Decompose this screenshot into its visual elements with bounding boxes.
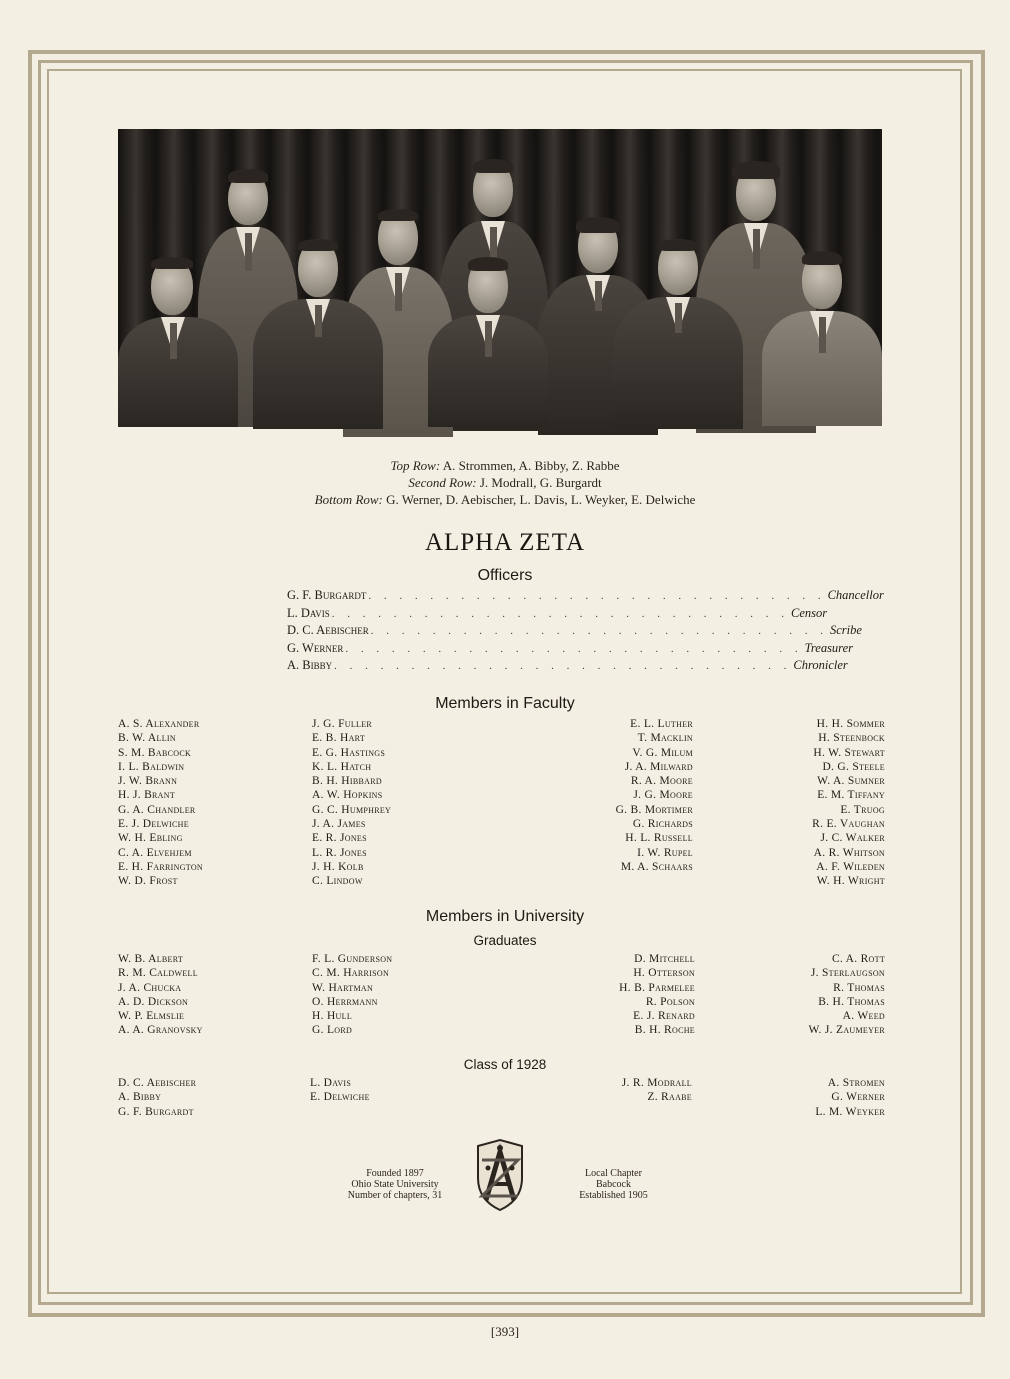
name-entry: A. D. Dickson — [118, 995, 189, 1008]
name-entry: R. M. Caldwell — [118, 967, 198, 980]
class-column-4 — [815, 1076, 885, 1119]
name-entry: J. Sterlaugson — [810, 967, 885, 980]
name-entry: Z. Raabe — [647, 1091, 692, 1104]
officers-heading: Officers — [477, 567, 533, 584]
caption-second-names: J. Modrall, G. Burgardt — [479, 475, 602, 490]
name-entry: A. R. Whitson — [813, 846, 885, 859]
name-entry: H. B. Parmelee — [619, 981, 695, 994]
class-column-3 — [622, 1076, 692, 1105]
name-entry: J. A. Chucka — [118, 981, 182, 994]
officer-name: D. C. Aebischer — [287, 623, 369, 638]
name-entry: G. Werner — [831, 1091, 885, 1104]
name-entry: Ohio State University — [351, 1179, 439, 1190]
name-entry: R. Thomas — [833, 981, 885, 994]
name-entry: H. J. Brant — [118, 789, 176, 802]
name-entry: E. M. Tiffany — [817, 789, 885, 802]
name-entry: E. B. Hart — [312, 732, 366, 745]
caption-bottom-names: G. Werner, D. Aebischer, L. Davis, L. Weyker, E. Delwiche — [386, 492, 696, 507]
faculty-column-2 — [312, 717, 391, 889]
name-entry: E. L. Luther — [630, 718, 693, 730]
name-entry: J. C. Walker — [820, 832, 885, 845]
officer-title: Censor — [791, 605, 828, 620]
name-entry: E. Delwiche — [310, 1091, 370, 1104]
name-entry: J. H. Kolb — [312, 860, 364, 873]
name-entry: R. A. Moore — [630, 775, 693, 788]
name-entry: L. R. Jones — [312, 846, 367, 859]
officer-row — [287, 640, 853, 659]
name-entry: J. A. James — [312, 818, 366, 831]
name-entry: Local Chapter — [585, 1168, 642, 1179]
name-entry: Established 1905 — [579, 1190, 648, 1201]
name-entry: A. F. Wileden — [816, 860, 885, 873]
name-entry: B. W. Allin — [118, 732, 176, 745]
name-entry: H. L. Russell — [625, 832, 693, 845]
caption-bottom-row — [0, 491, 1010, 508]
name-entry: W. J. Zaumeyer — [808, 1024, 885, 1037]
name-entry: B. H. Roche — [634, 1024, 695, 1037]
name-entry: F. L. Gunderson — [312, 953, 393, 965]
name-entry: J. W. Brann — [118, 775, 178, 788]
name-entry: G. A. Chandler — [118, 803, 196, 816]
name-entry: Founded 1897 — [366, 1168, 424, 1179]
officer-name: G. F. Burgardt — [287, 588, 367, 602]
person-bottom-2 — [253, 239, 383, 429]
person-bottom-4 — [613, 239, 743, 429]
leader-dots: . . . . . . . . . . . . . . . . . . . . . . . . . . . . . . — [368, 590, 826, 602]
faculty-column-1 — [118, 717, 203, 889]
name-entry: G. Richards — [632, 818, 693, 831]
graduates-heading: Graduates — [473, 933, 537, 948]
leader-dots: . . . . . . . . . . . . . . . . . . . . . . . . . . . . . . — [334, 660, 792, 673]
name-entry: L. M. Weyker — [815, 1105, 885, 1118]
name-entry: M. A. Schaars — [620, 860, 693, 873]
name-entry: C. A. Elvehjem — [118, 846, 192, 859]
page-number: [393] — [490, 1324, 520, 1339]
class-column-2 — [310, 1076, 370, 1105]
name-entry: W. H. Ebling — [118, 832, 183, 845]
name-entry: J. R. Modrall — [621, 1077, 692, 1089]
name-entry: B. H. Thomas — [818, 995, 885, 1008]
name-entry: E. R. Jones — [312, 832, 367, 845]
leader-dots: . . . . . . . . . . . . . . . . . . . . . . . . . . . . . . — [345, 642, 803, 655]
university-heading: Members in University — [425, 908, 585, 925]
name-entry: J. G. Moore — [633, 789, 693, 802]
name-entry: Babcock — [596, 1179, 631, 1190]
name-entry: G. C. Humphrey — [312, 803, 392, 816]
name-entry: W. B. Albert — [118, 953, 184, 965]
name-entry: W. Hartman — [312, 981, 374, 994]
graduates-column-1 — [118, 952, 203, 1038]
founding-info — [330, 1168, 460, 1201]
name-entry: H. Hull — [312, 1010, 353, 1023]
group-photo — [118, 129, 882, 420]
name-entry: A. Stromen — [827, 1077, 885, 1089]
person-bottom-1 — [118, 257, 238, 427]
class-column-1 — [118, 1076, 196, 1119]
faculty-column-4 — [812, 717, 885, 889]
name-entry: W. P. Elmslie — [118, 1010, 185, 1023]
caption-second-row — [0, 474, 1010, 491]
officer-row — [287, 588, 884, 606]
name-entry: C. A. Rott — [831, 953, 885, 965]
leader-dots: . . . . . . . . . . . . . . . . . . . . . . . . . . . . . . — [370, 625, 828, 638]
chapter-info — [566, 1168, 661, 1201]
name-entry: V. G. Milum — [632, 746, 693, 759]
name-entry: A. W. Hopkins — [312, 789, 383, 802]
caption-second-label: Second Row: — [408, 475, 477, 490]
officer-row — [287, 623, 862, 641]
name-entry: I. W. Rupel — [637, 846, 693, 859]
name-entry: D. G. Steele — [822, 760, 885, 773]
name-entry: E. H. Farrington — [118, 860, 203, 873]
officer-row — [287, 658, 848, 676]
person-bottom-5 — [762, 251, 882, 426]
officer-title: Chancellor — [827, 588, 884, 602]
name-entry: S. M. Babcock — [118, 746, 192, 759]
name-entry: H. W. Stewart — [813, 746, 885, 759]
name-entry: R. Polson — [645, 995, 695, 1008]
name-entry: A. Weed — [842, 1010, 885, 1023]
faculty-column-3 — [616, 717, 693, 874]
name-entry: A. S. Alexander — [118, 718, 200, 730]
graduates-column-2 — [312, 952, 392, 1038]
name-entry: K. L. Hatch — [312, 760, 372, 773]
name-entry: E. G. Hastings — [312, 746, 386, 759]
person-bottom-3 — [428, 257, 548, 427]
name-entry: H. Otterson — [633, 967, 695, 980]
name-entry: C. M. Harrison — [312, 967, 390, 980]
class-heading: Class of 1928 — [463, 1057, 547, 1072]
page-title: ALPHA ZETA — [424, 529, 586, 556]
name-entry: E. J. Renard — [633, 1010, 695, 1023]
leader-dots: . . . . . . . . . . . . . . . . . . . . . . . . . . . . . . — [331, 607, 790, 620]
name-entry: D. C. Aebischer — [118, 1077, 197, 1089]
name-entry: A. A. Granovsky — [118, 1024, 203, 1037]
name-entry: Number of chapters, 31 — [347, 1190, 443, 1201]
fraternity-crest-icon — [468, 1138, 532, 1214]
name-entry: W. A. Sumner — [817, 775, 885, 788]
name-entry: D. Mitchell — [634, 953, 695, 965]
name-entry: G. F. Burgardt — [118, 1105, 194, 1118]
caption-top-names: A. Strommen, A. Bibby, Z. Rabbe — [442, 458, 620, 473]
officer-name: G. Werner — [287, 640, 344, 655]
graduates-column-3 — [619, 952, 695, 1038]
caption-top-row — [0, 457, 1010, 474]
caption-top-label: Top Row: — [390, 458, 441, 473]
name-entry: H. Steenbock — [818, 732, 885, 745]
officer-name: L. Davis — [287, 605, 330, 620]
name-entry: R. E. Vaughan — [812, 818, 885, 831]
caption-bottom-label: Bottom Row: — [314, 492, 383, 507]
name-entry: I. L. Baldwin — [118, 760, 185, 773]
officer-row — [287, 605, 828, 624]
name-entry: W. H. Wright — [816, 875, 885, 888]
name-entry: G. Lord — [312, 1024, 353, 1037]
name-entry: B. H. Hibbard — [312, 775, 382, 788]
officer-name: A. Bibby — [287, 658, 333, 673]
name-entry: J. G. Fuller — [312, 718, 373, 730]
name-entry: A. Bibby — [118, 1091, 162, 1104]
faculty-heading: Members in Faculty — [435, 695, 575, 712]
officer-title: Chronicler — [793, 658, 848, 673]
name-entry: W. D. Frost — [118, 875, 178, 888]
officer-title: Scribe — [829, 623, 862, 638]
name-entry: H. H. Sommer — [816, 718, 885, 730]
name-entry: E. J. Delwiche — [118, 818, 189, 831]
name-entry: L. Davis — [310, 1077, 352, 1089]
name-entry: O. Herrmann — [312, 995, 378, 1008]
name-entry: C. Lindow — [312, 875, 363, 888]
name-entry: E. Truog — [840, 803, 885, 816]
name-entry: T. Macklin — [637, 732, 693, 745]
officer-title: Treasurer — [804, 640, 853, 655]
name-entry: J. A. Milward — [624, 760, 693, 773]
graduates-column-4 — [808, 952, 885, 1038]
officers-list — [287, 588, 884, 676]
name-entry: G. B. Mortimer — [615, 803, 693, 816]
